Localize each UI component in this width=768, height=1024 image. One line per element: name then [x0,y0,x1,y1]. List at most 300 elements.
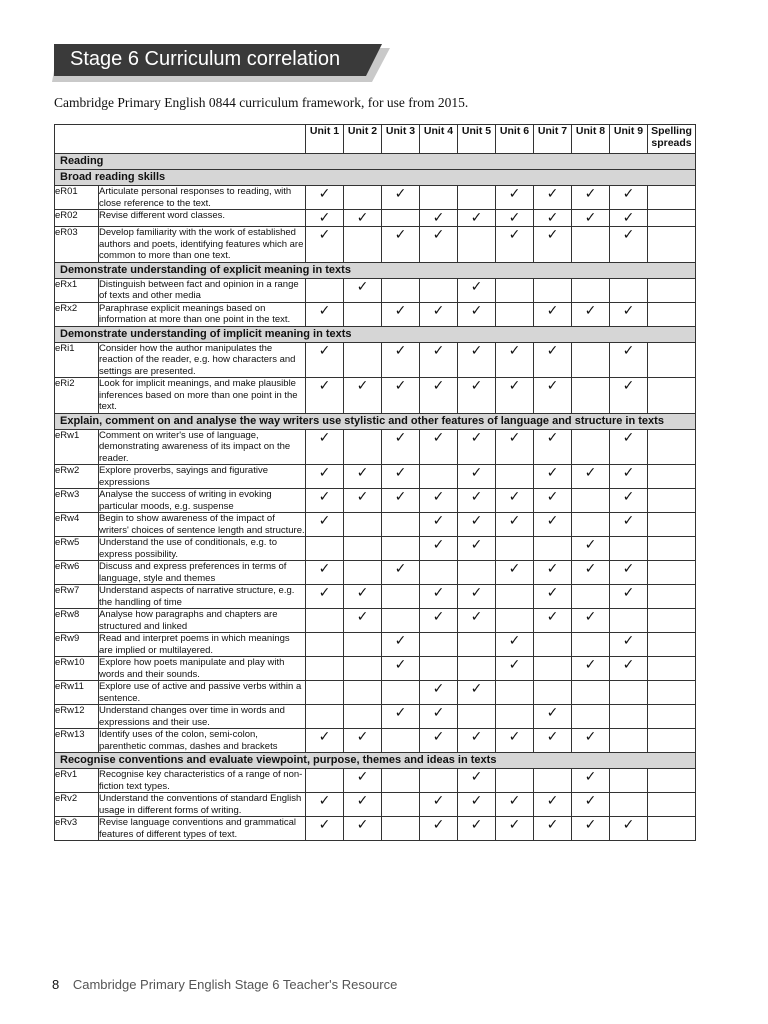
empty-cell [458,227,496,263]
empty-cell [344,186,382,210]
empty-cell [306,769,344,793]
empty-cell [534,657,572,681]
check-mark-cell: ✓ [306,378,344,414]
empty-cell [648,186,696,210]
empty-cell [306,705,344,729]
check-mark-cell: ✓ [420,817,458,841]
empty-cell [648,769,696,793]
check-mark-cell: ✓ [496,429,534,465]
empty-cell [420,561,458,585]
empty-cell [382,729,420,753]
framework-subtitle: Cambridge Primary English 0844 curriculum framework, for use from 2015. [54,95,469,110]
check-mark-cell: ✓ [610,227,648,263]
empty-cell [382,681,420,705]
check-mark-cell: ✓ [496,513,534,537]
column-header: Unit 1 [306,125,344,154]
column-header: Unit 4 [420,125,458,154]
empty-cell [458,705,496,729]
page-title: Stage 6 Curriculum correlation [70,48,341,70]
empty-cell [648,278,696,302]
table-row [55,302,696,326]
check-mark-cell: ✓ [306,561,344,585]
empty-cell [382,769,420,793]
objective-description: Analyse the success of writing in evoking particular moods, e.g. suspense [99,489,306,513]
check-mark-cell: ✓ [534,793,572,817]
empty-cell [458,561,496,585]
empty-cell [344,537,382,561]
check-mark-cell: ✓ [420,513,458,537]
check-mark-cell: ✓ [458,465,496,489]
empty-cell [382,817,420,841]
objective-code: eRw6 [55,561,99,585]
objective-description: Explore proverbs, sayings and figurative expressions [99,465,306,489]
check-mark-cell: ✓ [382,633,420,657]
empty-cell [648,633,696,657]
check-mark-cell: ✓ [610,817,648,841]
empty-cell [306,657,344,681]
objective-description: Understand the conventions of standard English usage in different forms of writing. [99,793,306,817]
objective-description: Look for implicit meanings, and make plausible inferences based on more than one point in the text. [99,378,306,414]
empty-cell [648,537,696,561]
empty-cell [344,633,382,657]
check-mark-cell: ✓ [306,302,344,326]
section-label: Explain, comment on and analyse the way writers use stylistic and other features of language and structure in texts [55,413,696,429]
check-mark-cell: ✓ [496,561,534,585]
objective-code: eRw5 [55,537,99,561]
empty-cell [572,705,610,729]
check-mark-cell: ✓ [344,769,382,793]
table-row [55,342,696,378]
check-mark-cell: ✓ [344,609,382,633]
empty-cell [572,513,610,537]
objective-code: eRw3 [55,489,99,513]
table-row [55,537,696,561]
check-mark-cell: ✓ [496,227,534,263]
check-mark-cell: ✓ [610,657,648,681]
objective-code: eRx1 [55,278,99,302]
check-mark-cell: ✓ [496,657,534,681]
check-mark-cell: ✓ [458,513,496,537]
check-mark-cell: ✓ [458,429,496,465]
objective-description: Explore use of active and passive verbs within a sentence. [99,681,306,705]
empty-cell [648,657,696,681]
objective-description: Articulate personal responses to reading, with close reference to the text. [99,186,306,210]
empty-cell [572,227,610,263]
objective-description: Begin to show awareness of the impact of writers' choices of sentence length and structure. [99,513,305,536]
empty-cell [458,186,496,210]
empty-cell [648,378,696,414]
check-mark-cell: ✓ [572,465,610,489]
objective-code: eRw10 [55,657,99,681]
section-header-row [55,170,696,186]
objective-code: eRw4 [55,513,99,537]
check-mark-cell: ✓ [496,793,534,817]
check-mark-cell: ✓ [420,537,458,561]
empty-cell [496,705,534,729]
empty-cell [648,585,696,609]
objective-description: Explore how poets manipulate and play with words and their sounds. [99,657,306,681]
objective-code: eRv2 [55,793,99,817]
page-number: 8 [52,977,60,992]
check-mark-cell: ✓ [572,302,610,326]
check-mark-cell: ✓ [572,817,610,841]
empty-cell [420,465,458,489]
empty-cell [572,378,610,414]
empty-cell [496,769,534,793]
objective-description: Consider how the author manipulates the reaction of the reader, e.g. how characters and settings are presented. [99,342,306,378]
empty-cell [344,513,382,537]
check-mark-cell: ✓ [458,681,496,705]
objective-description: Distinguish between fact and opinion in a range of texts and other media [99,278,306,302]
check-mark-cell: ✓ [610,633,648,657]
empty-cell [610,278,648,302]
empty-cell [534,278,572,302]
check-mark-cell: ✓ [610,378,648,414]
empty-cell [648,489,696,513]
empty-cell [648,210,696,227]
objective-description: Understand aspects of narrative structure, e.g. the handling of time [99,585,306,609]
objective-description: Recognise key characteristics of a range of non-fiction text types. [99,769,306,793]
objective-code: eRv1 [55,769,99,793]
check-mark-cell: ✓ [420,793,458,817]
column-header: Unit 8 [572,125,610,154]
check-mark-cell: ✓ [610,465,648,489]
check-mark-cell: ✓ [610,210,648,227]
table-row [55,186,696,210]
check-mark-cell: ✓ [382,705,420,729]
check-mark-cell: ✓ [306,817,344,841]
check-mark-cell: ✓ [420,227,458,263]
check-mark-cell: ✓ [382,378,420,414]
check-mark-cell: ✓ [420,705,458,729]
check-mark-cell: ✓ [534,227,572,263]
empty-cell [382,537,420,561]
check-mark-cell: ✓ [534,429,572,465]
objective-description: Identify uses of the colon, semi-colon, parenthetic commas, dashes and brackets [99,729,306,753]
objective-description: Develop familiarity with the work of established authors and poets, identifying features which are common to more than one text. [99,227,306,263]
check-mark-cell: ✓ [306,729,344,753]
check-mark-cell: ✓ [458,210,496,227]
check-mark-cell: ✓ [344,465,382,489]
check-mark-cell: ✓ [610,302,648,326]
empty-cell [610,681,648,705]
check-mark-cell: ✓ [420,342,458,378]
check-mark-cell: ✓ [306,793,344,817]
objective-description: Paraphrase explicit meanings based on information at more than one point in the text. [99,302,306,326]
check-mark-cell: ✓ [344,729,382,753]
check-mark-cell: ✓ [382,561,420,585]
empty-cell [496,465,534,489]
empty-cell [534,537,572,561]
check-mark-cell: ✓ [306,585,344,609]
check-mark-cell: ✓ [534,585,572,609]
table-row [55,769,696,793]
check-mark-cell: ✓ [572,793,610,817]
empty-cell [572,585,610,609]
check-mark-cell: ✓ [572,769,610,793]
check-mark-cell: ✓ [382,429,420,465]
empty-cell [344,342,382,378]
check-mark-cell: ✓ [572,609,610,633]
empty-cell [344,681,382,705]
empty-cell [610,537,648,561]
check-mark-cell: ✓ [610,561,648,585]
column-header: Unit 6 [496,125,534,154]
column-header: Unit 3 [382,125,420,154]
check-mark-cell: ✓ [458,585,496,609]
section-header-row [55,154,696,170]
empty-cell [610,769,648,793]
check-mark-cell: ✓ [610,489,648,513]
column-header: Unit 5 [458,125,496,154]
footer-title: Cambridge Primary English Stage 6 Teacher's Resource [72,977,398,992]
empty-cell [610,705,648,729]
check-mark-cell: ✓ [382,227,420,263]
column-header: Unit 9 [610,125,648,154]
check-mark-cell: ✓ [534,513,572,537]
table-row [55,378,696,414]
check-mark-cell: ✓ [534,609,572,633]
check-mark-cell: ✓ [382,342,420,378]
empty-cell [458,633,496,657]
check-mark-cell: ✓ [458,729,496,753]
objective-code: eR02 [55,210,99,227]
objective-code: eR01 [55,186,99,210]
empty-cell [610,609,648,633]
check-mark-cell: ✓ [458,769,496,793]
empty-cell [382,793,420,817]
check-mark-cell: ✓ [420,302,458,326]
check-mark-cell: ✓ [344,585,382,609]
table-row [55,657,696,681]
check-mark-cell: ✓ [458,342,496,378]
empty-cell [648,465,696,489]
objective-description: Comment on writer's use of language, demonstrating awareness of its impact on the reader. [99,429,306,465]
empty-cell [420,278,458,302]
empty-cell [306,278,344,302]
empty-cell [496,585,534,609]
empty-cell [420,186,458,210]
check-mark-cell: ✓ [306,429,344,465]
table-row [55,705,696,729]
check-mark-cell: ✓ [344,817,382,841]
check-mark-cell: ✓ [420,585,458,609]
table-row [55,609,696,633]
check-mark-cell: ✓ [306,489,344,513]
empty-cell [610,793,648,817]
table-header-row [55,125,696,154]
table-row [55,227,696,263]
table-row [55,793,696,817]
check-mark-cell: ✓ [420,609,458,633]
objective-description: Analyse how paragraphs and chapters are structured and linked [99,609,306,633]
empty-cell [534,769,572,793]
objective-code: eRw8 [55,609,99,633]
empty-cell [382,210,420,227]
check-mark-cell: ✓ [382,186,420,210]
table-row [55,561,696,585]
empty-cell [648,561,696,585]
check-mark-cell: ✓ [534,342,572,378]
check-mark-cell: ✓ [496,342,534,378]
objective-code: eRi2 [55,378,99,414]
check-mark-cell: ✓ [496,633,534,657]
check-mark-cell: ✓ [306,465,344,489]
empty-cell [306,537,344,561]
check-mark-cell: ✓ [344,793,382,817]
check-mark-cell: ✓ [458,793,496,817]
table-row [55,465,696,489]
column-header: Spelling spreads [648,125,696,154]
check-mark-cell: ✓ [344,378,382,414]
table-row [55,429,696,465]
table-row [55,210,696,227]
empty-cell [648,429,696,465]
check-mark-cell: ✓ [610,585,648,609]
check-mark-cell: ✓ [420,378,458,414]
objective-code: eR03 [55,227,99,263]
table-row [55,278,696,302]
objective-code: eRw7 [55,585,99,609]
column-header: Unit 7 [534,125,572,154]
objective-code: eRw2 [55,465,99,489]
check-mark-cell: ✓ [306,186,344,210]
table-row [55,817,696,841]
empty-cell [420,769,458,793]
check-mark-cell: ✓ [458,817,496,841]
objective-code: eRw11 [55,681,99,705]
table-row [55,513,696,537]
page-footer [52,977,397,992]
section-header-row [55,326,696,342]
empty-cell [648,342,696,378]
check-mark-cell: ✓ [534,210,572,227]
check-mark-cell: ✓ [572,729,610,753]
check-mark-cell: ✓ [420,489,458,513]
check-mark-cell: ✓ [610,186,648,210]
empty-cell [420,657,458,681]
empty-cell [610,729,648,753]
objective-description: Discuss and express preferences in terms of language, style and themes [99,561,306,585]
section-label: Broad reading skills [55,170,696,186]
table-row [55,681,696,705]
empty-cell [572,633,610,657]
empty-cell [306,681,344,705]
check-mark-cell: ✓ [534,489,572,513]
check-mark-cell: ✓ [496,210,534,227]
check-mark-cell: ✓ [458,302,496,326]
check-mark-cell: ✓ [572,537,610,561]
check-mark-cell: ✓ [458,278,496,302]
check-mark-cell: ✓ [382,465,420,489]
objective-description: Understand changes over time in words and expressions and their use. [99,705,306,729]
empty-cell [344,429,382,465]
table-row [55,633,696,657]
check-mark-cell: ✓ [306,513,344,537]
empty-cell [458,657,496,681]
objective-description: Revise different word classes. [99,210,306,227]
section-header-row [55,413,696,429]
check-mark-cell: ✓ [496,489,534,513]
empty-cell [648,227,696,263]
section-header-row [55,262,696,278]
check-mark-cell: ✓ [496,729,534,753]
check-mark-cell: ✓ [572,210,610,227]
check-mark-cell: ✓ [534,465,572,489]
check-mark-cell: ✓ [458,609,496,633]
objective-code: eRv3 [55,817,99,841]
check-mark-cell: ✓ [534,186,572,210]
empty-cell [496,278,534,302]
section-header-row [55,753,696,769]
check-mark-cell: ✓ [534,561,572,585]
section-label: Demonstrate understanding of explicit meaning in texts [55,262,696,278]
empty-cell [420,633,458,657]
table-row [55,585,696,609]
check-mark-cell: ✓ [496,378,534,414]
objective-description: Understand the use of conditionals, e.g. to express possibility. [99,537,306,561]
check-mark-cell: ✓ [534,729,572,753]
objective-code: eRw9 [55,633,99,657]
empty-cell [306,609,344,633]
empty-cell [496,609,534,633]
check-mark-cell: ✓ [458,489,496,513]
check-mark-cell: ✓ [610,513,648,537]
check-mark-cell: ✓ [534,302,572,326]
empty-cell [344,657,382,681]
objective-code: eRw12 [55,705,99,729]
check-mark-cell: ✓ [496,186,534,210]
empty-cell [382,513,420,537]
check-mark-cell: ✓ [496,817,534,841]
check-mark-cell: ✓ [458,537,496,561]
empty-cell [344,302,382,326]
empty-cell [344,561,382,585]
empty-cell [344,705,382,729]
check-mark-cell: ✓ [420,429,458,465]
section-label: Reading [55,154,696,170]
table-row [55,729,696,753]
check-mark-cell: ✓ [572,561,610,585]
check-mark-cell: ✓ [344,489,382,513]
objective-code: eRi1 [55,342,99,378]
empty-cell [648,609,696,633]
check-mark-cell: ✓ [534,378,572,414]
check-mark-cell: ✓ [572,657,610,681]
check-mark-cell: ✓ [420,729,458,753]
empty-cell [344,227,382,263]
check-mark-cell: ✓ [572,186,610,210]
empty-cell [572,681,610,705]
check-mark-cell: ✓ [306,227,344,263]
check-mark-cell: ✓ [382,657,420,681]
check-mark-cell: ✓ [344,278,382,302]
objective-description: Revise language conventions and grammatical features of different types of text. [99,817,306,841]
empty-cell [648,729,696,753]
empty-cell [572,429,610,465]
check-mark-cell: ✓ [344,210,382,227]
section-label: Demonstrate understanding of implicit meaning in texts [55,326,696,342]
column-header: Unit 2 [344,125,382,154]
empty-cell [496,537,534,561]
check-mark-cell: ✓ [458,378,496,414]
empty-cell [648,513,696,537]
empty-cell [572,278,610,302]
empty-cell [496,681,534,705]
empty-cell [534,633,572,657]
objective-code: eRx2 [55,302,99,326]
check-mark-cell: ✓ [610,342,648,378]
